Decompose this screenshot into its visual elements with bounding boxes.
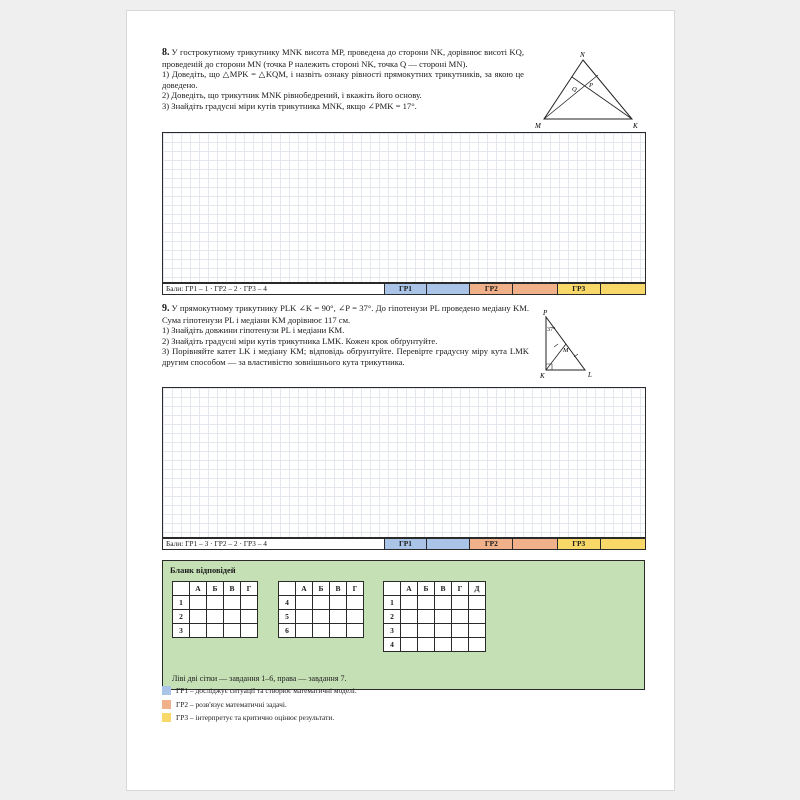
label-K: K bbox=[633, 122, 638, 130]
col-header: А bbox=[296, 582, 313, 596]
col-header: Д bbox=[469, 582, 486, 596]
legend-text-gr1: ГР1 – досліджує ситуації та створює математичні моделі. bbox=[176, 686, 357, 695]
row-header: 3 bbox=[384, 624, 401, 638]
answer-grid-1 bbox=[172, 581, 258, 638]
answer-cell[interactable] bbox=[401, 638, 418, 652]
task-8-number: 8. bbox=[162, 47, 170, 58]
legend-swatch-orange bbox=[162, 700, 171, 709]
task-8-line-4: 3) Знайдіть градусні міри кутів трикутника MNK, якщо ∠PMK = 17°. bbox=[162, 100, 417, 111]
task-8-line-1: 8. У гострокутному трикутнику MNK висота MP, проведена до сторони NK, дорівнює висоті KQ, проведеній до сторони MN (точка P належить стороні NK, точка Q — стороні MN). bbox=[162, 47, 524, 69]
legend-item-gr1 bbox=[162, 686, 357, 695]
task-8-score-label: Бали: ГР1 – 1 · ГР2 – 2 · ГР3 – 4 bbox=[163, 284, 385, 294]
corner-cell bbox=[279, 582, 296, 596]
answer-cell[interactable] bbox=[330, 624, 347, 638]
task-8-gr1-cell[interactable]: ГР1 bbox=[385, 284, 427, 294]
legend-text-gr2: ГР2 – розв'язує математичні задачі. bbox=[176, 700, 287, 709]
row-header: 2 bbox=[173, 610, 190, 624]
task-8-line-3: 2) Доведіть, що трикутник MNK рівнобедрений, і вкажіть його основу. bbox=[162, 90, 422, 101]
task-9-gr3-cell[interactable]: ГР3 bbox=[558, 539, 601, 549]
task-9-score-label: Бали: ГР1 – 3 · ГР2 – 2 · ГР3 – 4 bbox=[163, 539, 385, 549]
label-Q: Q bbox=[572, 86, 577, 93]
legend-item-gr3 bbox=[162, 713, 334, 722]
answer-cell[interactable] bbox=[330, 610, 347, 624]
answer-cell[interactable] bbox=[418, 638, 435, 652]
answer-cell[interactable] bbox=[469, 610, 486, 624]
answer-cell[interactable] bbox=[190, 596, 207, 610]
row-header: 4 bbox=[279, 596, 296, 610]
answer-sheet-note: Ліві дві сітки — завдання 1–6, права — завдання 7. bbox=[172, 674, 347, 683]
task-8-text bbox=[162, 47, 524, 112]
task-8-gr2-score[interactable] bbox=[513, 284, 557, 294]
label-L2: L bbox=[588, 371, 592, 379]
answer-cell[interactable] bbox=[296, 610, 313, 624]
answer-cell[interactable] bbox=[469, 624, 486, 638]
answer-cell[interactable] bbox=[313, 610, 330, 624]
answer-cell[interactable] bbox=[296, 624, 313, 638]
answer-cell[interactable] bbox=[401, 624, 418, 638]
legend-item-gr2 bbox=[162, 700, 287, 709]
col-header: В bbox=[330, 582, 347, 596]
task-9-score-bar bbox=[162, 538, 646, 550]
answer-cell[interactable] bbox=[469, 638, 486, 652]
answer-cell[interactable] bbox=[452, 638, 469, 652]
legend-swatch-yellow bbox=[162, 713, 171, 722]
answer-cell[interactable] bbox=[190, 610, 207, 624]
answer-cell[interactable] bbox=[241, 624, 258, 638]
corner-cell bbox=[173, 582, 190, 596]
label-K2: K bbox=[540, 372, 545, 380]
task-9-gr1-score[interactable] bbox=[427, 539, 470, 549]
triangle-mnk-figure bbox=[532, 49, 647, 135]
task-9-gr2-score[interactable] bbox=[513, 539, 557, 549]
row-header: 1 bbox=[384, 596, 401, 610]
task-9-work-area[interactable] bbox=[162, 387, 646, 538]
task-8-gr1-score[interactable] bbox=[427, 284, 470, 294]
legend-swatch-blue bbox=[162, 686, 171, 695]
row-header: 4 bbox=[384, 638, 401, 652]
task-9-gr3-score[interactable] bbox=[601, 539, 645, 549]
row-header: 3 bbox=[173, 624, 190, 638]
row-header: 2 bbox=[384, 610, 401, 624]
label-M2: M bbox=[563, 347, 569, 354]
label-P2: P bbox=[543, 309, 548, 317]
answer-cell[interactable] bbox=[313, 624, 330, 638]
answer-cell[interactable] bbox=[435, 638, 452, 652]
answer-cell[interactable] bbox=[207, 624, 224, 638]
triangle-plk-figure bbox=[532, 307, 612, 383]
label-N: N bbox=[580, 51, 585, 59]
task-8-gr2-cell[interactable]: ГР2 bbox=[470, 284, 513, 294]
row-header: 6 bbox=[279, 624, 296, 638]
answer-cell[interactable] bbox=[418, 596, 435, 610]
col-header: В bbox=[224, 582, 241, 596]
col-header: А bbox=[401, 582, 418, 596]
col-header: Г bbox=[241, 582, 258, 596]
answer-cell[interactable] bbox=[207, 610, 224, 624]
col-header: Б bbox=[207, 582, 224, 596]
legend-text-gr3: ГР3 – інтерпретує та критично оцінює результати. bbox=[176, 713, 335, 722]
answer-cell[interactable] bbox=[435, 624, 452, 638]
answer-cell[interactable] bbox=[401, 596, 418, 610]
col-header: Б bbox=[418, 582, 435, 596]
col-header: А bbox=[190, 582, 207, 596]
answer-cell[interactable] bbox=[452, 596, 469, 610]
answer-cell[interactable] bbox=[241, 596, 258, 610]
task-9-text bbox=[162, 303, 529, 368]
angle-37-label: 37° bbox=[547, 327, 556, 333]
answer-cell[interactable] bbox=[435, 610, 452, 624]
answer-sheet-title: Бланк відповідей bbox=[170, 566, 236, 575]
answer-cell[interactable] bbox=[241, 610, 258, 624]
answer-cell[interactable] bbox=[330, 596, 347, 610]
task-9-line-2: 1) Знайдіть довжини гіпотенузи PL і медіани KM. bbox=[162, 325, 345, 336]
task-9-gr1-cell[interactable]: ГР1 bbox=[385, 539, 427, 549]
col-header: Б bbox=[313, 582, 330, 596]
answer-cell[interactable] bbox=[469, 596, 486, 610]
answer-cell[interactable] bbox=[347, 624, 364, 638]
answer-cell[interactable] bbox=[435, 596, 452, 610]
col-header: Г bbox=[347, 582, 364, 596]
answer-sheet-panel bbox=[162, 560, 645, 690]
col-header: В bbox=[435, 582, 452, 596]
answer-cell[interactable] bbox=[401, 610, 418, 624]
corner-cell bbox=[384, 582, 401, 596]
answer-cell[interactable] bbox=[347, 596, 364, 610]
answer-cell[interactable] bbox=[347, 610, 364, 624]
label-P: P bbox=[589, 82, 593, 89]
answer-cell[interactable] bbox=[313, 596, 330, 610]
answer-cell[interactable] bbox=[452, 610, 469, 624]
answer-cell[interactable] bbox=[296, 596, 313, 610]
answer-cell[interactable] bbox=[224, 624, 241, 638]
answer-cell[interactable] bbox=[224, 610, 241, 624]
task-9-line-4: 3) Порівняйте катет LK і медіану KM; відповідь обґрунтуйте. Перевірте градусну міру кута LMK другим способом — за властивістю зовнішнього кута трикутника. bbox=[162, 346, 529, 367]
task-8-gr3-score[interactable] bbox=[601, 284, 645, 294]
row-header: 1 bbox=[173, 596, 190, 610]
answer-grid-3 bbox=[383, 581, 486, 652]
answer-cell[interactable] bbox=[418, 610, 435, 624]
task-8-gr3-cell[interactable]: ГР3 bbox=[558, 284, 601, 294]
answer-cell[interactable] bbox=[207, 596, 224, 610]
task-8-score-bar bbox=[162, 283, 646, 295]
label-M: M bbox=[535, 122, 541, 130]
answer-grid-2 bbox=[278, 581, 364, 638]
answer-cell[interactable] bbox=[190, 624, 207, 638]
col-header: Г bbox=[452, 582, 469, 596]
answer-cell[interactable] bbox=[418, 624, 435, 638]
task-9-line-1: 9. У прямокутному трикутнику PLK ∠K = 90°, ∠P = 37°. До гіпотенузи PL проведено медіану KM. Сума гіпотенузи PL і медіани KM дорівнює 117 см. bbox=[162, 303, 529, 325]
task-9-number: 9. bbox=[162, 303, 170, 314]
task-9-line-3: 2) Знайдіть градусні міри кутів трикутника LMK. Кожен крок обґрунтуйте. bbox=[162, 335, 438, 346]
task-9-gr2-cell[interactable]: ГР2 bbox=[470, 539, 513, 549]
task-8-work-area[interactable] bbox=[162, 132, 646, 283]
answer-cell[interactable] bbox=[224, 596, 241, 610]
worksheet-page bbox=[127, 11, 674, 790]
task-8-line-2: 1) Доведіть, що △MPK = △KQM, і назвіть ознаку рівності прямокутних трикутників, за якою це доведено. bbox=[162, 69, 524, 90]
answer-cell[interactable] bbox=[452, 624, 469, 638]
row-header: 5 bbox=[279, 610, 296, 624]
